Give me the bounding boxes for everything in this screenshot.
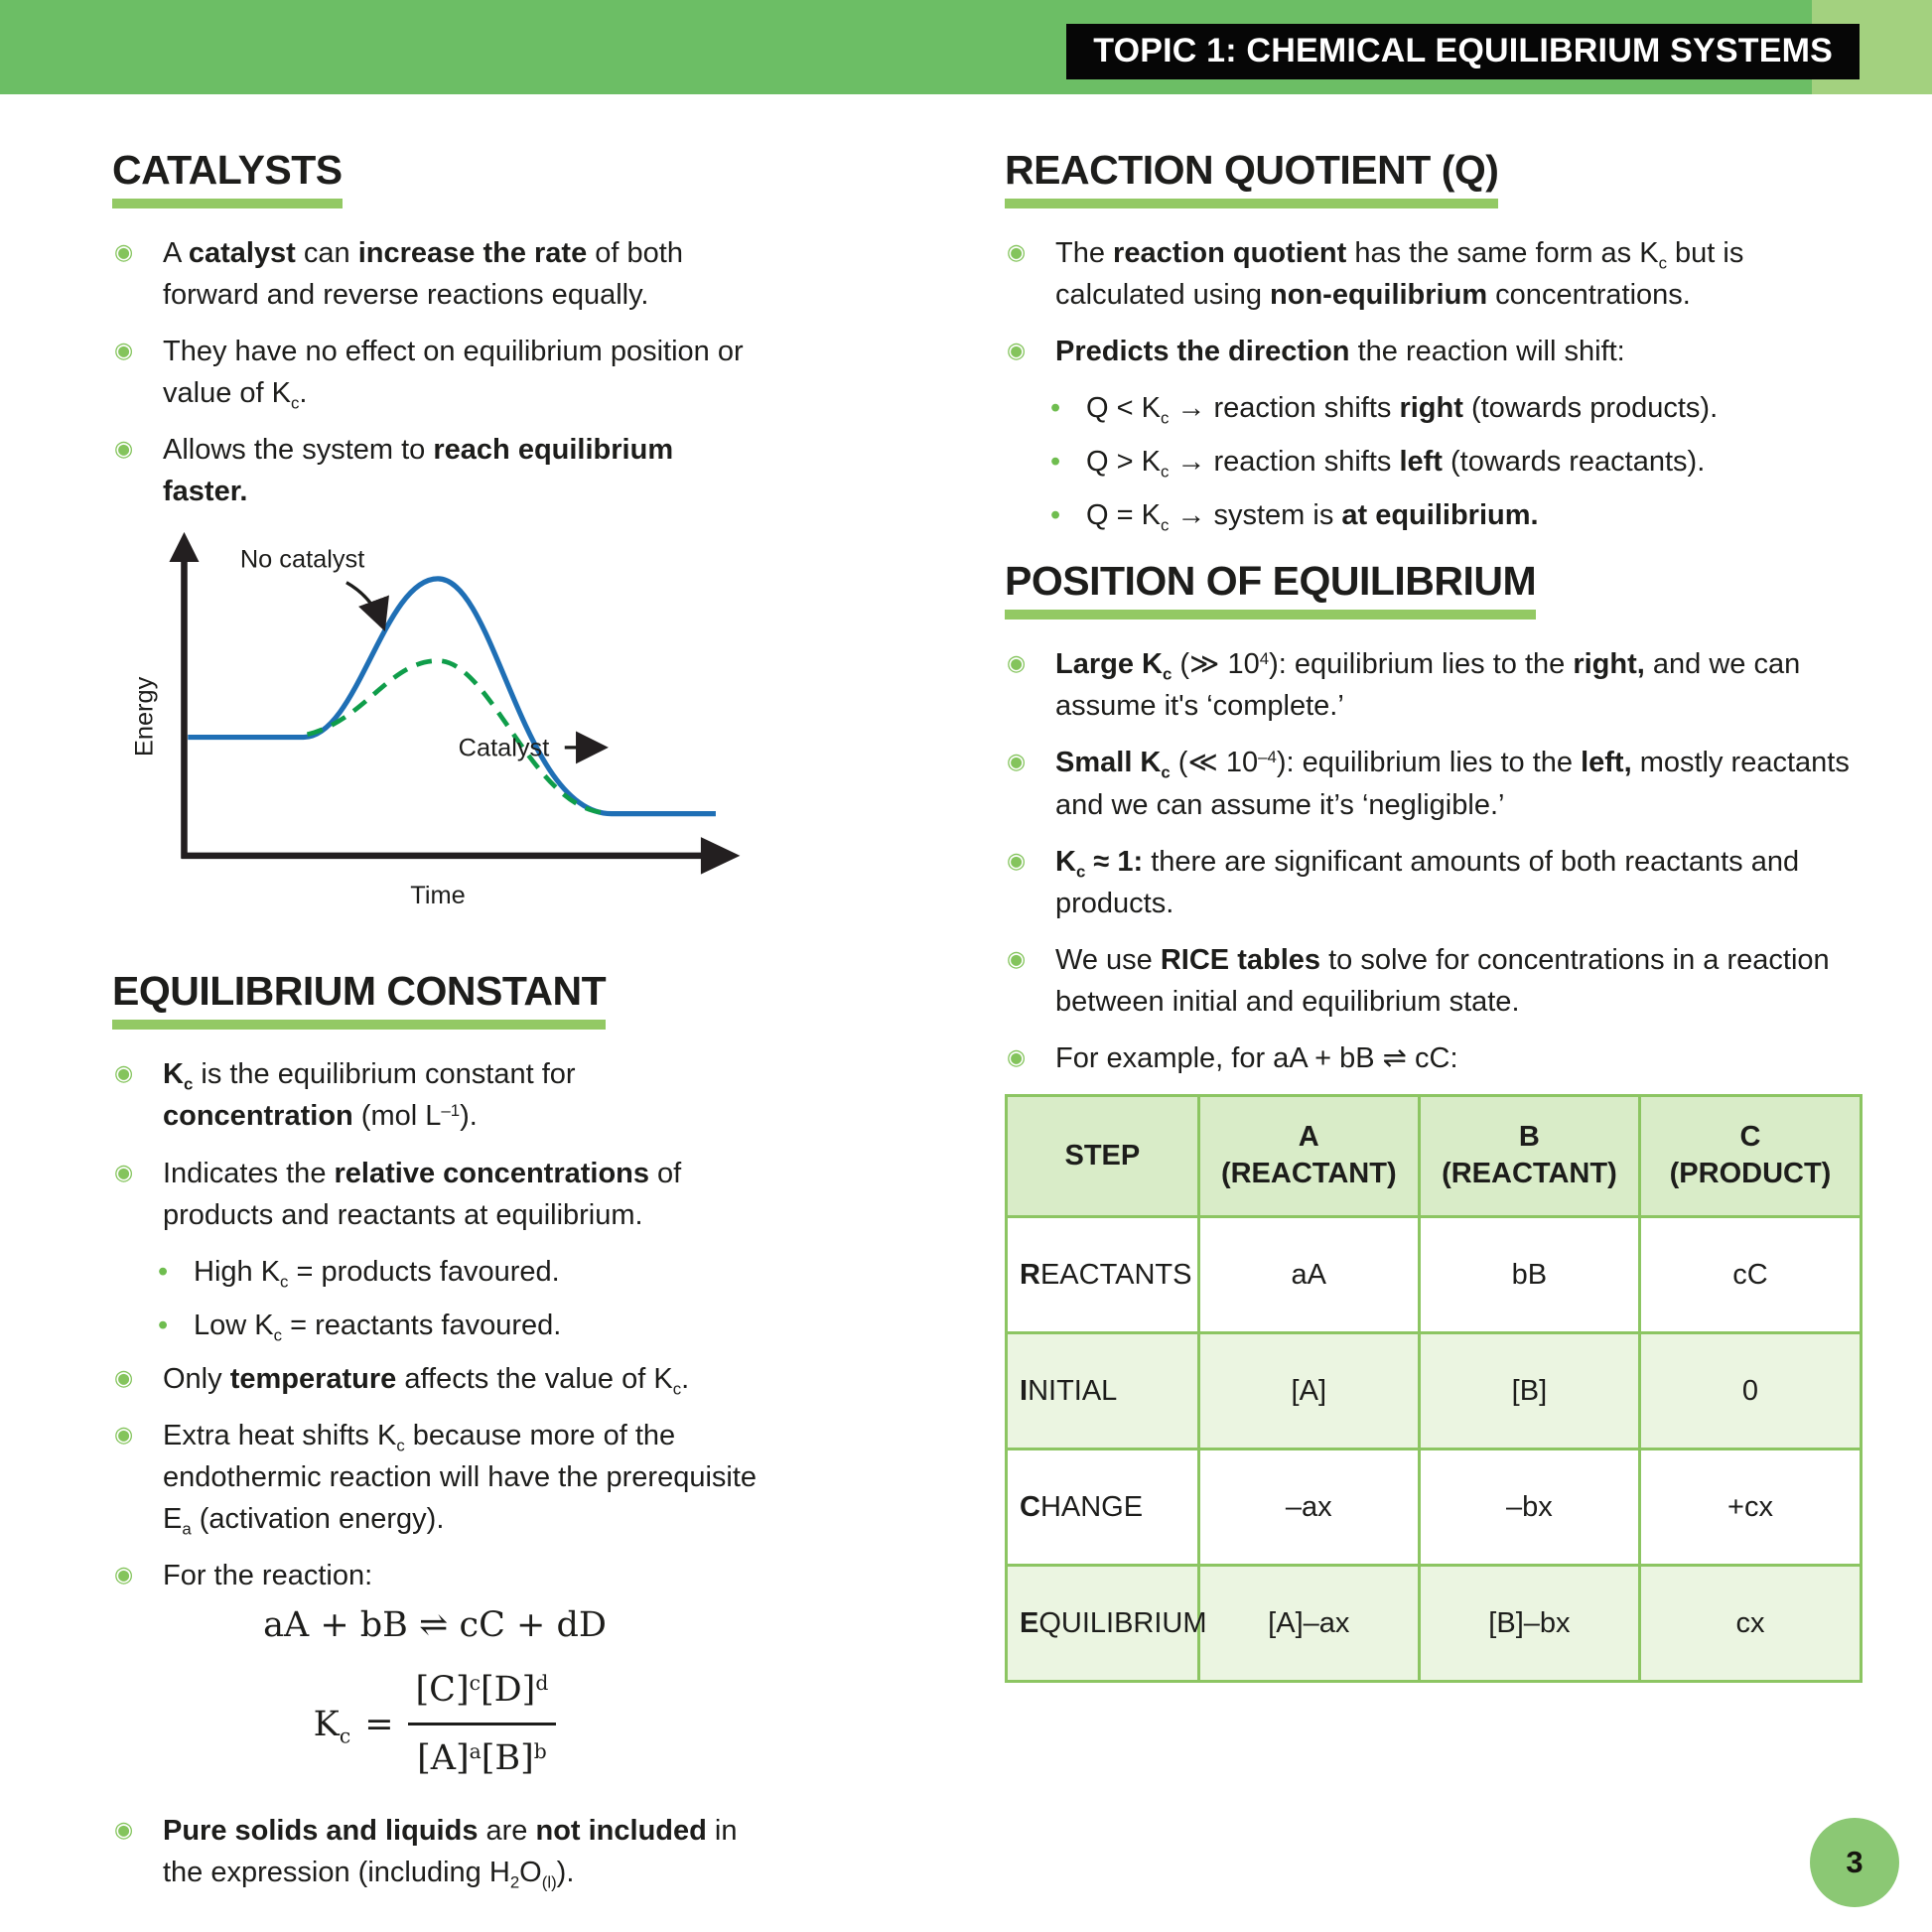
bullet-text: $K_c$ is the equilibrium constant for concentration (mol $L^{-1}$). bbox=[163, 1058, 576, 1133]
bullet-icon: ◉ bbox=[1007, 1044, 1027, 1070]
section-catalysts bbox=[112, 149, 758, 946]
energy-profile-svg bbox=[130, 527, 746, 934]
bullet-text: We use RICE tables to solve for concentrations in a reaction between initial and equilibrium state. bbox=[1055, 943, 1830, 1018]
table-cell: [A] bbox=[1198, 1333, 1419, 1449]
table-cell: aA bbox=[1198, 1217, 1419, 1333]
table-row bbox=[1007, 1566, 1862, 1682]
page-number-badge bbox=[1810, 1818, 1899, 1907]
section-equilibrium-constant-heading: EQUILIBRIUM CONSTANT bbox=[112, 968, 607, 1015]
bullet-icon: ◉ bbox=[114, 339, 134, 364]
equals-sign: = bbox=[364, 1704, 394, 1744]
sub-bullet-icon: • bbox=[1050, 392, 1061, 425]
heading-underline bbox=[1005, 610, 1536, 620]
no-catalyst-label: No catalyst bbox=[239, 545, 365, 574]
bullet-text: Allows the system to reach equilibrium faster. bbox=[163, 434, 674, 508]
bullet-text: Large $K_c$ (≫ $10^4$): equilibrium lies to the right, and we can assume it's ‘complete.’ bbox=[1055, 648, 1801, 723]
section-equilibrium-constant bbox=[112, 970, 758, 1893]
top-banner bbox=[0, 0, 1932, 94]
table-cell: [B] bbox=[1419, 1333, 1639, 1449]
section-reaction-quotient bbox=[1005, 149, 1863, 536]
list-item bbox=[1007, 232, 1863, 316]
kc-numerator: $[C]^c[D]^d$ bbox=[408, 1665, 557, 1726]
table-cell: –bx bbox=[1419, 1449, 1639, 1566]
sub-bullet-icon: • bbox=[158, 1255, 169, 1288]
bullet-text: Low $K_c$ = reactants favoured. bbox=[194, 1309, 562, 1345]
list-item bbox=[1007, 331, 1863, 372]
list-item bbox=[114, 1053, 758, 1137]
section-position-heading: POSITION OF EQUILIBRIUM bbox=[1005, 558, 1537, 605]
bullet-icon: ◉ bbox=[1007, 339, 1027, 364]
table-cell: +cx bbox=[1639, 1449, 1861, 1566]
sub-bullet-icon: • bbox=[1050, 446, 1061, 479]
y-axis-label: Energy bbox=[130, 677, 159, 758]
right-column bbox=[1005, 149, 1863, 1707]
bullet-icon: ◉ bbox=[114, 1061, 134, 1087]
list-item bbox=[114, 429, 758, 512]
bullet-text: The reaction quotient has the same form as $K_c$ but is calculated using non-equilibrium concentrations. bbox=[1055, 237, 1744, 312]
list-item bbox=[1007, 742, 1863, 825]
list-item bbox=[114, 1415, 758, 1540]
table-header-step: STEP bbox=[1007, 1095, 1199, 1216]
table-cell: 0 bbox=[1639, 1333, 1861, 1449]
list-item bbox=[1007, 1037, 1863, 1079]
section-reaction-quotient-heading: REACTION QUOTIENT (Q) bbox=[1005, 147, 1499, 193]
list-item bbox=[1007, 643, 1863, 727]
list-item bbox=[114, 1153, 758, 1236]
table-cell: cC bbox=[1639, 1217, 1861, 1333]
list-item bbox=[114, 1555, 758, 1596]
list-item bbox=[114, 1358, 758, 1400]
bullet-text: Pure solids and liquids are not included in the expression (including $H_2O_{(l)}$). bbox=[163, 1815, 738, 1892]
catalyst-label: Catalyst bbox=[458, 734, 550, 762]
table-row bbox=[1007, 1217, 1862, 1333]
list-item bbox=[114, 1810, 758, 1893]
heading-underline bbox=[112, 199, 343, 208]
sub-list-item bbox=[1050, 441, 1863, 483]
bullet-icon: ◉ bbox=[1007, 946, 1027, 972]
topic-title: TOPIC 1: CHEMICAL EQUILIBRIUM SYSTEMS bbox=[1093, 32, 1833, 70]
kc-denominator: $[A]^a[B]^b$ bbox=[417, 1738, 547, 1779]
no-catalyst-arrow bbox=[346, 583, 383, 625]
bullet-text: A catalyst can increase the rate of both forward and reverse reactions equally. bbox=[163, 237, 683, 312]
table-cell: [B]–bx bbox=[1419, 1566, 1639, 1682]
list-item bbox=[114, 232, 758, 316]
bullet-text: They have no effect on equilibrium position or value of $K_c$. bbox=[163, 336, 744, 413]
table-cell: REACTANTS bbox=[1007, 1217, 1199, 1333]
rice-table bbox=[1005, 1094, 1863, 1684]
sub-list-item bbox=[158, 1305, 758, 1346]
kc-expression bbox=[112, 1665, 758, 1785]
table-cell: EQUILIBRIUM bbox=[1007, 1566, 1199, 1682]
section-catalysts-heading: CATALYSTS bbox=[112, 147, 343, 193]
heading-underline bbox=[1005, 199, 1498, 208]
list-item bbox=[114, 331, 758, 414]
bullet-text: Extra heat shifts $K_c$ because more of the endothermic reaction will have the prerequisite $E_a$ (activation energy). bbox=[163, 1419, 758, 1539]
bullet-text: $Q = K_c$ → system is at equilibrium. bbox=[1086, 499, 1539, 535]
bullet-text: For the reaction: bbox=[163, 1559, 373, 1591]
no-catalyst-curve bbox=[188, 579, 716, 814]
bullet-text: Only temperature affects the value of $K_c$. bbox=[163, 1362, 690, 1399]
table-header-a: A (REACTANT) bbox=[1198, 1095, 1419, 1216]
page-number: 3 bbox=[1846, 1844, 1863, 1879]
topic-title-box bbox=[1066, 24, 1860, 79]
energy-profile-diagram bbox=[130, 527, 758, 946]
section-equilibrium-constant-heading-wrap bbox=[112, 970, 606, 1030]
sub-bullet-icon: • bbox=[1050, 499, 1061, 532]
kc-symbol: $K_c$ bbox=[313, 1704, 351, 1748]
bullet-icon: ◉ bbox=[114, 1160, 134, 1185]
bullet-icon: ◉ bbox=[1007, 750, 1027, 775]
list-item bbox=[1007, 939, 1863, 1023]
table-cell: cx bbox=[1639, 1566, 1861, 1682]
list-item bbox=[1007, 841, 1863, 924]
section-position-of-equilibrium bbox=[1005, 560, 1863, 1683]
sub-list-item bbox=[1050, 494, 1863, 536]
bullet-text: Predicts the direction the reaction will shift: bbox=[1055, 336, 1625, 368]
table-header-row bbox=[1007, 1095, 1862, 1216]
x-axis-arrowhead bbox=[701, 837, 740, 875]
sub-list-item bbox=[1050, 387, 1863, 429]
heading-underline bbox=[112, 1020, 606, 1030]
sub-list-item bbox=[158, 1251, 758, 1293]
bullet-icon: ◉ bbox=[1007, 240, 1027, 266]
section-position-heading-wrap bbox=[1005, 560, 1536, 620]
table-header-b: B (REACTANT) bbox=[1419, 1095, 1639, 1216]
table-cell: CHANGE bbox=[1007, 1449, 1199, 1566]
table-cell: –ax bbox=[1198, 1449, 1419, 1566]
bullet-icon: ◉ bbox=[1007, 848, 1027, 874]
kc-fraction bbox=[408, 1665, 557, 1785]
bullet-text: $Q > K_c$ → reaction shifts left (towards reactants). bbox=[1086, 446, 1706, 482]
table-cell: bB bbox=[1419, 1217, 1639, 1333]
bullet-icon: ◉ bbox=[114, 1365, 134, 1391]
section-reaction-quotient-heading-wrap bbox=[1005, 149, 1498, 208]
bullet-icon: ◉ bbox=[114, 240, 134, 266]
table-cell: [A]–ax bbox=[1198, 1566, 1419, 1682]
section-catalysts-heading-wrap bbox=[112, 149, 343, 208]
table-cell: INITIAL bbox=[1007, 1333, 1199, 1449]
table-row bbox=[1007, 1449, 1862, 1566]
bullet-text: Small $K_c$ (≪ $10^{-4}$): equilibrium lies to the left, mostly reactants and we can assume it’s ‘negligible.’ bbox=[1055, 747, 1850, 821]
bullet-icon: ◉ bbox=[114, 437, 134, 463]
bullet-text: Indicates the relative concentrations of products and reactants at equilibrium. bbox=[163, 1157, 682, 1231]
bullet-text: High $K_c$ = products favoured. bbox=[194, 1255, 560, 1291]
table-row bbox=[1007, 1333, 1862, 1449]
table-header-c: C (PRODUCT) bbox=[1639, 1095, 1861, 1216]
bullet-icon: ◉ bbox=[114, 1818, 134, 1844]
left-column bbox=[112, 149, 758, 1917]
y-axis-arrowhead bbox=[169, 532, 199, 562]
bullet-icon: ◉ bbox=[1007, 651, 1027, 677]
x-axis-label: Time bbox=[410, 882, 466, 910]
bullet-text: $K_c \approx 1$: there are significant amounts of both reactants and products. bbox=[1055, 845, 1800, 919]
bullet-text: $Q < K_c$ → reaction shifts right (towards products). bbox=[1086, 392, 1719, 428]
reaction-equation: aA + bB ⇌ cC + dD bbox=[263, 1604, 607, 1645]
bullet-icon: ◉ bbox=[114, 1562, 134, 1587]
sub-bullet-icon: • bbox=[158, 1309, 169, 1341]
bullet-icon: ◉ bbox=[114, 1422, 134, 1448]
bullet-text: For example, for aA + bB ⇌ cC: bbox=[1055, 1041, 1458, 1074]
